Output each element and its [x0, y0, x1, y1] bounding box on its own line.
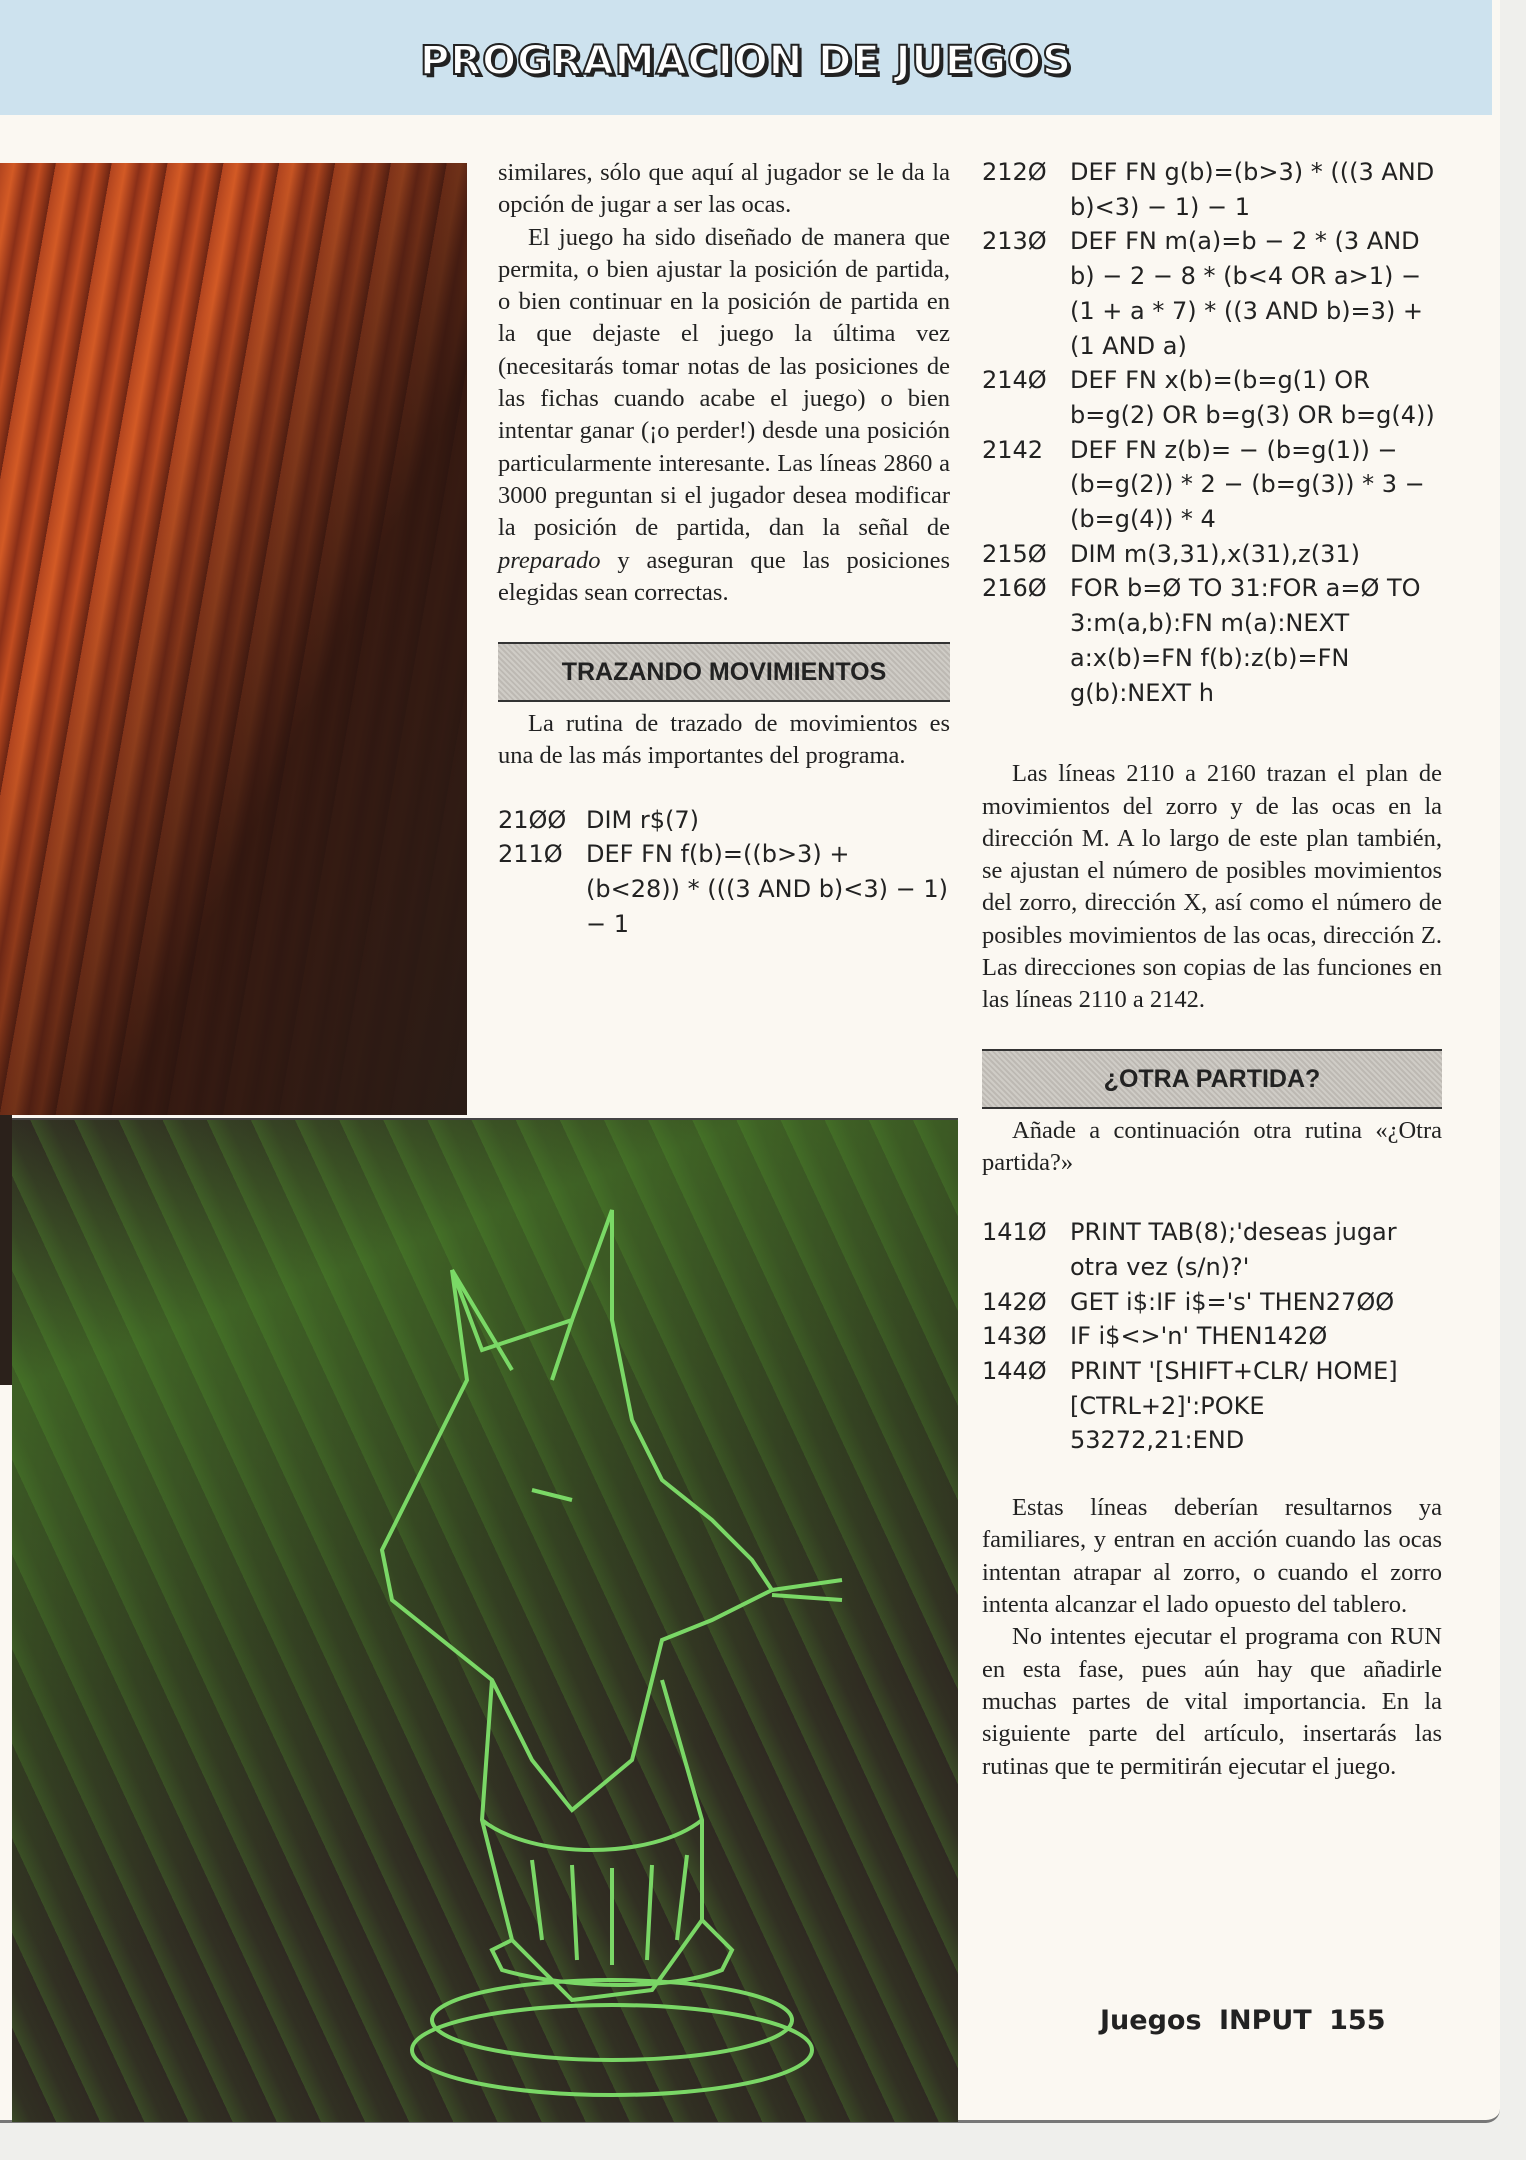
code-listing: [982, 1215, 1442, 1458]
paragraph: Las líneas 2110 a 2160 trazan el plan de movimientos del zorro y de las ocas en la dirección M. A lo largo de este plan también, se ajustan el número de posibles movimientos del zorro, dirección X, así como el número de posibles movimientos de las ocas, dirección Z. Las direcciones son copias de las funciones en las líneas 2110 a 2142.: [982, 760, 1442, 1014]
paragraph-text: El juego ha sido diseñado de manera que permita, o bien ajustar la posición de partida, o bien continuar en la posición de partida en la que dejaste el juego la última vez (necesitarás tomar notas de las posiciones de las fichas cuando acabe el juego) o bien intentar ganar (¡o perder!) desde una posición particularmente interesante. Las líneas 2860 a 3000 preguntan si el jugador desea modificar la posición de partida, dan la señal de: [498, 223, 950, 542]
code-listing: [498, 803, 956, 942]
code-text: IF i$<>'n' THEN142Ø: [1070, 1322, 1328, 1351]
paragraph: Añade a continuación otra rutina «¿Otra partida?»: [982, 1116, 1442, 1176]
code-text: DIM r$(7): [586, 805, 700, 834]
line-number: 143Ø: [982, 1322, 1047, 1351]
code-line: [982, 1354, 1442, 1458]
line-number: 212Ø: [982, 158, 1047, 186]
fox-knight-illustration: [12, 1120, 958, 2122]
code-line: [498, 803, 950, 838]
code-text: DEF FN m(a)=b − 2 * (3 AND b) − 2 − 8 * (b<4 OR a>1) − (1 + a * 7) * ((3 AND b)=3) + (1 AND a): [1070, 227, 1431, 360]
page-title: PROGRAMACION DE JUEGOS: [420, 38, 1072, 84]
code-line: [982, 433, 1442, 537]
paragraph: similares, sólo que aquí al jugador se le da la opción de jugar a ser las ocas.: [498, 159, 950, 219]
header-band: [0, 0, 1492, 115]
code-line: [982, 1285, 1442, 1320]
paragraph: Estas líneas deberían resultarnos ya familiares, y entran en acción cuando las ocas intentan atrapar al zorro, o cuando el zorro intenta alcanzar el lado opuesto del tablero.: [982, 1494, 1442, 1619]
line-number: 2142: [982, 435, 1044, 464]
code-line: [498, 837, 956, 941]
code-text: DEF FN g(b)=(b>3) * (((3 AND b)<3) − 1) − 1: [1070, 158, 1442, 221]
code-line: [982, 363, 1442, 432]
paragraph-text: y aseguran que las posiciones elegidas sean correctas.: [498, 546, 950, 606]
page-footer: [1100, 2005, 1386, 2036]
code-line: [982, 224, 1442, 363]
line-number: 214Ø: [982, 366, 1047, 395]
code-text: DEF FN x(b)=(b=g(1) OR b=g(2) OR b=g(3) OR b=g(4)): [1070, 366, 1435, 429]
line-number: 141Ø: [982, 1218, 1047, 1247]
code-text: FOR b=Ø TO 31:FOR a=Ø TO 3:m(a,b):FN m(a):NEXT a:x(b)=FN f(b):z(b)=FN g(b):NEXT h: [1070, 574, 1429, 707]
code-line: [982, 571, 1442, 710]
code-line: [982, 155, 1442, 224]
line-number: 213Ø: [982, 227, 1047, 256]
code-text: DIM m(3,31),x(31),z(31): [1070, 539, 1361, 568]
line-number: 144Ø: [982, 1357, 1047, 1386]
paragraph: [498, 222, 950, 610]
footer-magazine: INPUT: [1218, 2005, 1312, 2036]
code-text: PRINT '[SHIFT+CLR/ HOME][CTRL+2]':POKE 53272,21:END: [1070, 1357, 1398, 1455]
code-line: [982, 537, 1442, 572]
text-column-3: [982, 155, 1442, 1783]
code-text: PRINT TAB(8);'deseas jugar otra vez (s/n)?': [1070, 1218, 1405, 1281]
fox-chess-piece-image: [12, 1118, 958, 2122]
line-number: 216Ø: [982, 574, 1047, 603]
text-column-2: [498, 157, 956, 942]
paragraph: La rutina de trazado de movimientos es una de las más importantes del programa.: [498, 710, 950, 770]
paragraph: No intentes ejecutar el programa con RUN en esta fase, pues aún hay que añadirle muchas partes de vital importancia. En la siguiente parte del artículo, insertarás las rutinas que te permitirán ejecutar el juego.: [982, 1623, 1442, 1780]
code-listing: [982, 155, 1442, 710]
code-line: [982, 1215, 1442, 1284]
code-text: DEF FN z(b)= − (b=g(1)) − (b=g(2)) * 2 − (b=g(3)) * 3 − (b=g(4)) * 4: [1070, 435, 1433, 534]
line-number: 215Ø: [982, 539, 1047, 568]
section-heading: ¿OTRA PARTIDA?: [982, 1049, 1442, 1109]
section-heading: TRAZANDO MOVIMIENTOS: [498, 642, 950, 702]
line-number: 211Ø: [498, 840, 563, 869]
red-light-streaks-image: [0, 163, 467, 1115]
line-number: 21ØØ: [498, 805, 567, 834]
code-text: GET i$:IF i$='s' THEN27ØØ: [1070, 1287, 1395, 1316]
page-number: 155: [1329, 2005, 1386, 2036]
footer-section: Juegos: [1100, 2005, 1202, 2036]
line-number: 142Ø: [982, 1287, 1047, 1316]
image-edge: [0, 1115, 12, 1385]
code-text: DEF FN f(b)=((b>3) + (b<28)) * (((3 AND b)<3) − 1) − 1: [586, 840, 956, 938]
italic-term: preparado: [498, 546, 601, 574]
code-line: [982, 1319, 1442, 1354]
